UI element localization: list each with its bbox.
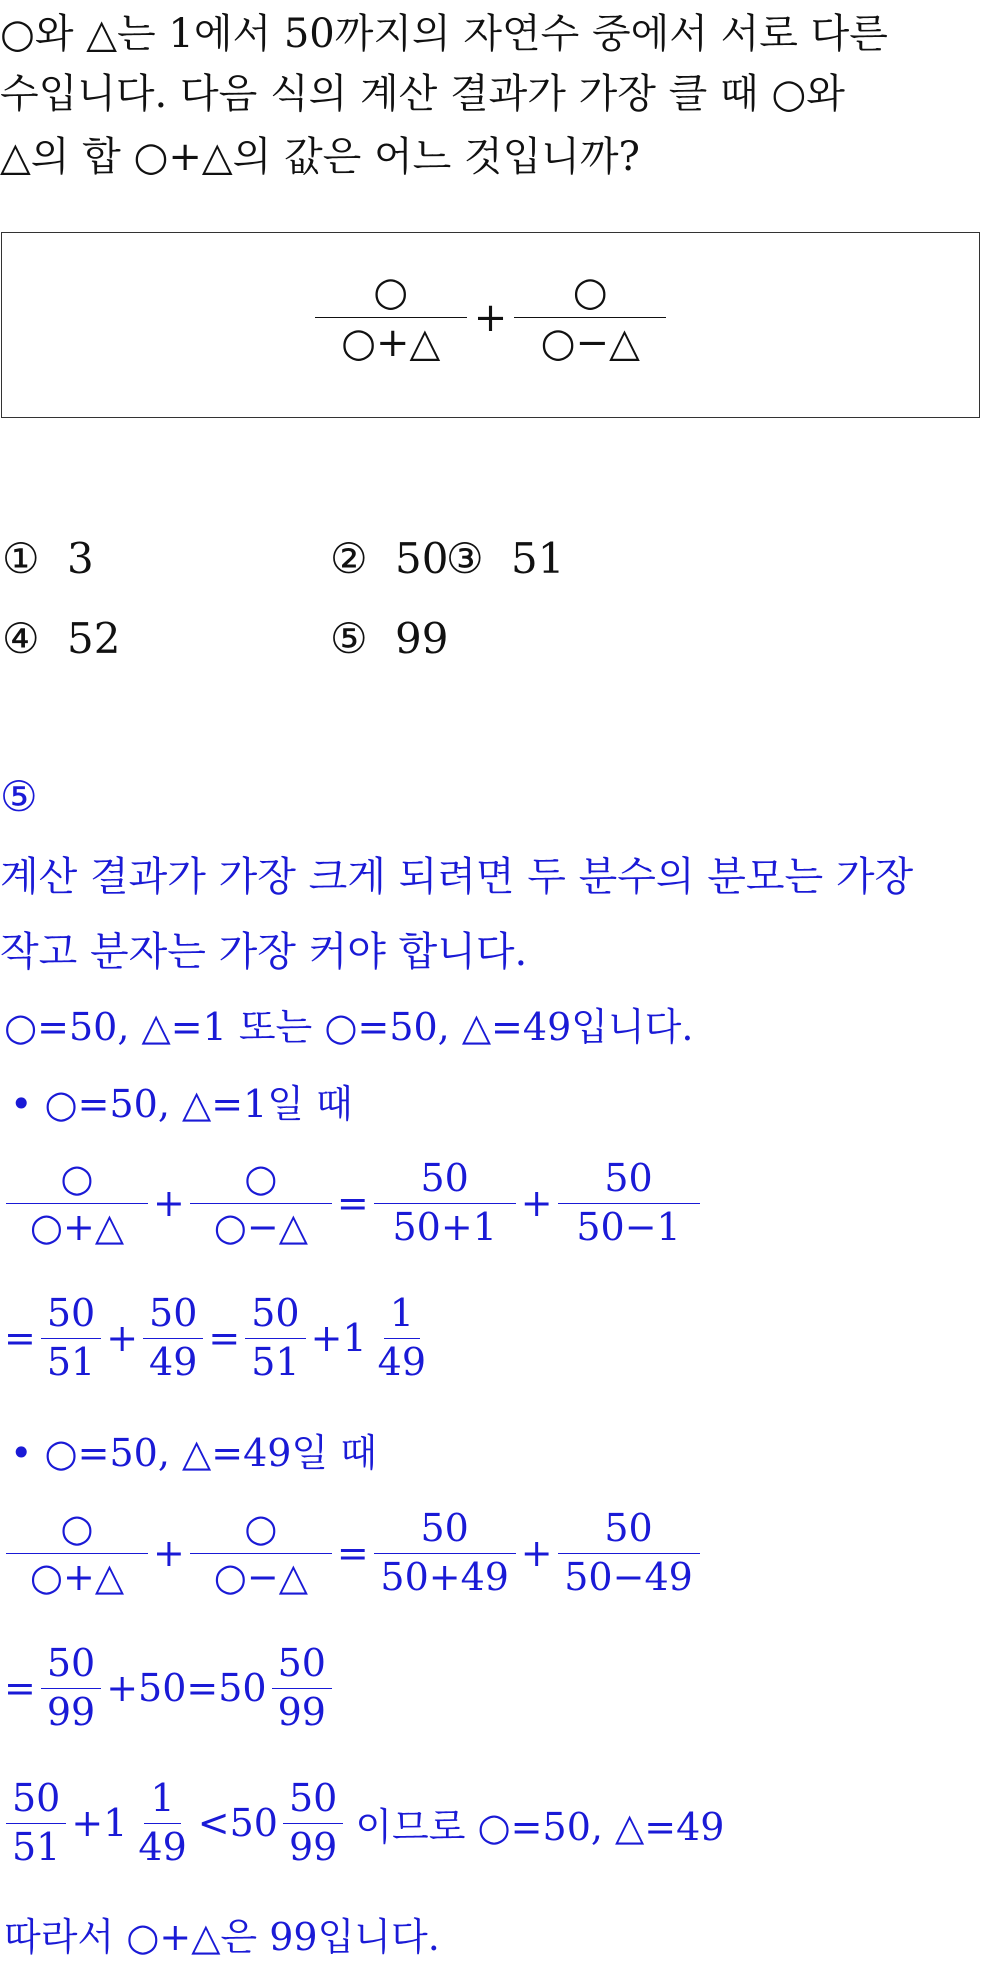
c1e1-frac-c-num: 50 (374, 1155, 516, 1204)
choice-4-value: 52 (67, 614, 121, 663)
cmp-frac-a (6, 1775, 66, 1871)
choice-3[interactable] (446, 534, 564, 583)
c1e2-plus-1: + (106, 1316, 139, 1360)
c1e1-frac-c-den: 50+1 (392, 1204, 497, 1249)
question-line-2: 수입니다. 다음 식의 계산 결과가 가장 클 때 ○와 (0, 71, 845, 117)
box-fraction-2 (514, 267, 666, 368)
c2e2-frac-a-num: 50 (41, 1640, 101, 1689)
solution-text-3: ○=50, △=1 또는 ○=50, △=49입니다. (4, 1005, 694, 1049)
c2e1-frac-b-den: ○−△ (213, 1554, 308, 1599)
c2e1-plus-1: + (153, 1531, 185, 1575)
choice-4-mark: ④ (2, 614, 40, 663)
c1e1-frac-c (374, 1155, 516, 1251)
c2e1-frac-b-num: ○ (190, 1505, 332, 1554)
cmp-plus-one: +1 (71, 1801, 128, 1845)
c1e1-frac-a (6, 1155, 148, 1251)
cmp-frac-b-num: 1 (144, 1775, 180, 1824)
c2e1-plus-2: + (520, 1531, 553, 1575)
c1e1-frac-a-den: ○+△ (29, 1204, 125, 1249)
conclusion: 따라서 ○+△은 99입니다. (4, 1915, 440, 1959)
case-1-equation-1 (4, 1155, 702, 1251)
case-2-equation-1 (4, 1505, 702, 1601)
solution-text-1: 계산 결과가 가장 크게 되려면 두 분수의 분모는 가장 (0, 854, 914, 900)
c1e1-frac-b-num: ○ (190, 1155, 332, 1204)
case-1-title: • ○=50, △=1일 때 (10, 1082, 353, 1126)
c1e2-frac-c (245, 1290, 305, 1386)
c1e2-frac-a (41, 1290, 101, 1386)
c2e2-frac-b (272, 1640, 332, 1736)
c1e2-frac-a-den: 51 (46, 1339, 96, 1384)
c2e1-frac-b (190, 1505, 332, 1601)
c2e1-frac-d-den: 50−49 (564, 1554, 693, 1599)
case-1-equation-2 (4, 1290, 434, 1386)
box-fraction-1-denominator: ○+△ (341, 320, 441, 366)
c1e1-equals: = (336, 1181, 369, 1225)
case-2-title: • ○=50, △=49일 때 (10, 1431, 377, 1475)
c1e2-frac-c-num: 50 (245, 1290, 305, 1339)
choice-5-mark: ⑤ (330, 614, 368, 663)
c2e1-frac-a (6, 1505, 148, 1601)
c2e1-frac-c-num: 50 (374, 1505, 516, 1554)
solution-text-2: 작고 분자는 가장 커야 합니다. (0, 929, 528, 975)
c1e2-frac-c-den: 51 (251, 1339, 300, 1384)
c2e1-frac-c (374, 1505, 516, 1601)
box-fraction-1-numerator: ○ (315, 267, 467, 318)
choice-2[interactable] (330, 534, 448, 583)
answer-mark: ⑤ (0, 772, 38, 821)
box-plus: + (473, 294, 508, 341)
choice-3-value: 51 (511, 534, 565, 583)
choice-5-value: 99 (395, 614, 449, 663)
c1e2-frac-b (143, 1290, 203, 1386)
c1e1-frac-d-den: 50−1 (576, 1204, 681, 1249)
cmp-frac-a-num: 50 (6, 1775, 66, 1824)
c1e2-equals-0: = (4, 1316, 36, 1360)
cmp-tail: 이므로 ○=50, △=49 (355, 1804, 725, 1849)
choice-2-value: 50 (395, 534, 449, 583)
cmp-frac-c-num: 50 (283, 1775, 343, 1824)
c1e2-frac-b-den: 49 (149, 1339, 198, 1384)
c1e1-plus-1: + (153, 1181, 185, 1225)
c1e1-frac-b-den: ○−△ (213, 1204, 308, 1249)
c1e1-plus-2: + (520, 1181, 553, 1225)
comparison-line (4, 1775, 727, 1871)
choice-3-mark: ③ (446, 534, 484, 583)
c1e2-frac-d-den: 49 (377, 1339, 426, 1384)
c2e2-frac-a (41, 1640, 101, 1736)
c2e1-frac-c-den: 50+49 (380, 1554, 509, 1599)
c2e1-frac-d (558, 1505, 700, 1601)
choice-1[interactable] (2, 534, 94, 583)
c2e1-frac-a-num: ○ (6, 1505, 148, 1554)
choice-4[interactable] (2, 614, 120, 663)
box-fraction-1 (315, 267, 467, 368)
cmp-frac-c (283, 1775, 343, 1871)
cmp-frac-a-den: 51 (12, 1824, 61, 1869)
c2e1-frac-d-num: 50 (558, 1505, 700, 1554)
c2e1-frac-a-den: ○+△ (29, 1554, 125, 1599)
c1e1-frac-d-num: 50 (558, 1155, 700, 1204)
c2e2-frac-b-den: 99 (277, 1689, 326, 1734)
box-fraction-2-numerator: ○ (514, 267, 666, 318)
c1e2-frac-a-num: 50 (41, 1290, 101, 1339)
choice-1-mark: ① (2, 534, 40, 583)
case-2-equation-2 (4, 1640, 334, 1736)
cmp-frac-c-den: 99 (288, 1824, 338, 1869)
c1e2-frac-d (372, 1290, 432, 1386)
c1e2-frac-b-num: 50 (143, 1290, 203, 1339)
c1e1-frac-d (558, 1155, 700, 1251)
cmp-frac-b-den: 49 (138, 1824, 187, 1869)
c2e2-equals-0: = (4, 1666, 36, 1710)
c1e2-equals: = (208, 1316, 241, 1360)
cmp-less-than: <50 (197, 1801, 278, 1845)
expression-box (1, 232, 980, 418)
c1e1-frac-a-num: ○ (6, 1155, 148, 1204)
c2e2-frac-a-den: 99 (46, 1689, 96, 1734)
c1e2-frac-d-num: 1 (384, 1290, 420, 1339)
question-line-1: ○와 △는 1에서 50까지의 자연수 중에서 서로 다른 (0, 11, 888, 57)
question-line-3: △의 합 ○+△의 값은 어느 것입니까? (0, 134, 641, 180)
c2e2-frac-b-num: 50 (272, 1640, 332, 1689)
c2e1-equals: = (336, 1531, 369, 1575)
c1e1-frac-b (190, 1155, 332, 1251)
box-fraction-2-denominator: ○−△ (540, 320, 640, 366)
c2e2-middle: +50=50 (106, 1666, 267, 1710)
cmp-frac-b (132, 1775, 192, 1871)
choice-2-mark: ② (330, 534, 368, 583)
c1e2-plus-one: +1 (310, 1316, 367, 1360)
choice-1-value: 3 (67, 534, 94, 583)
choice-5[interactable] (330, 614, 448, 663)
